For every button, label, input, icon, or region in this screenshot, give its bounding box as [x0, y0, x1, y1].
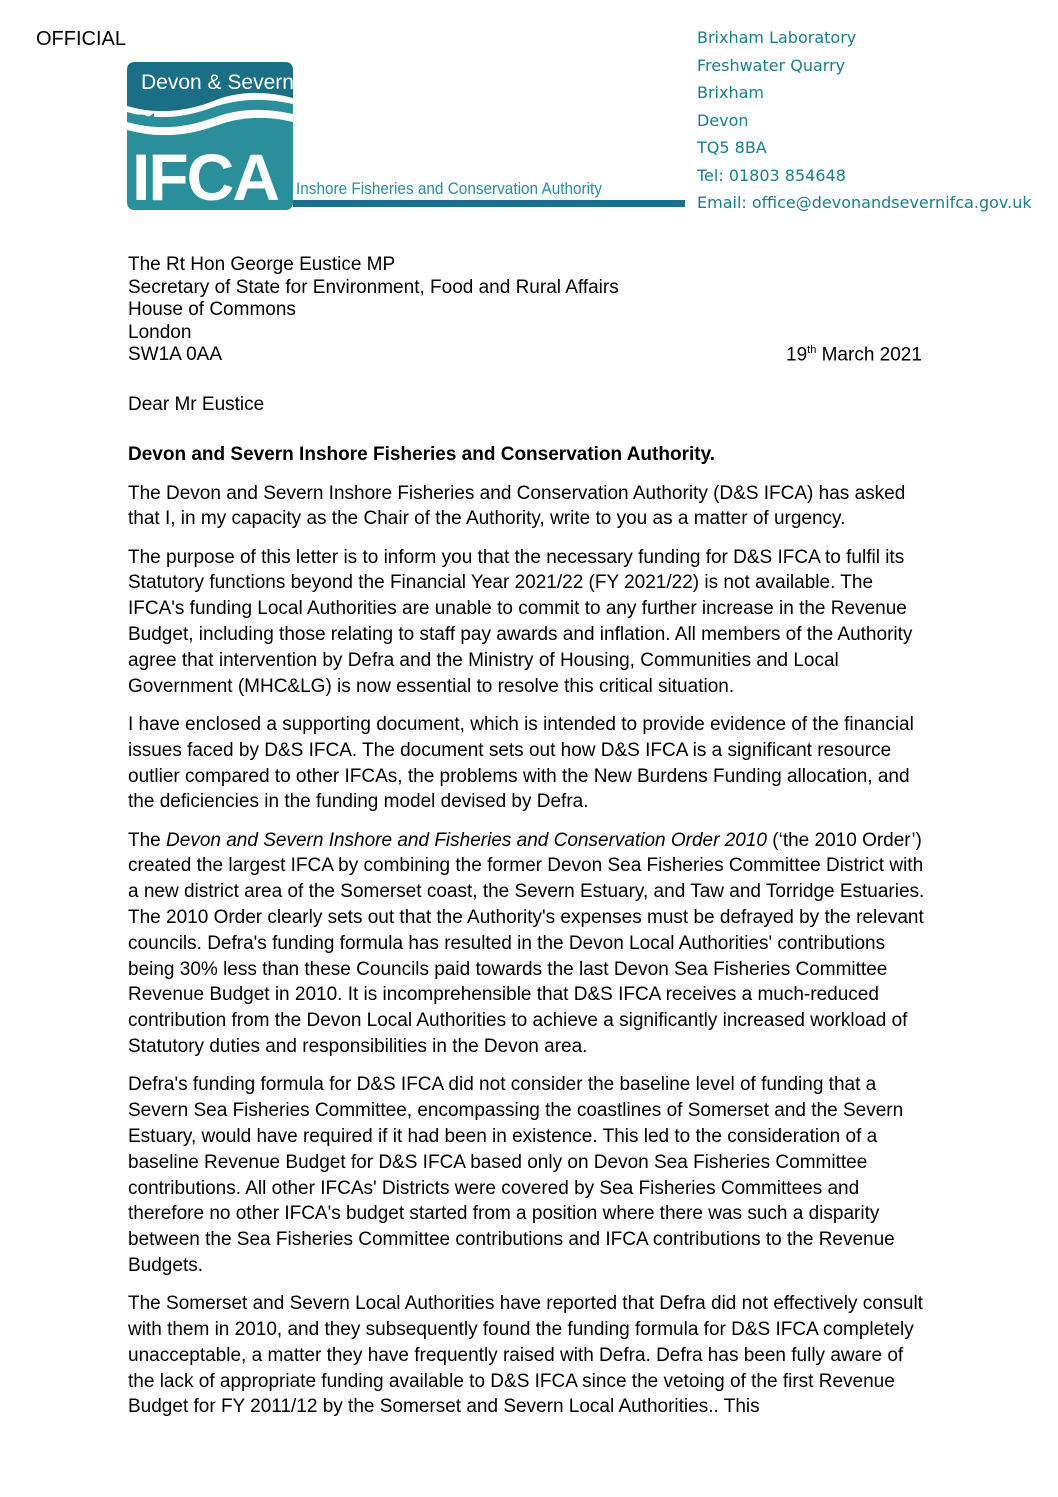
recipient-line: The Rt Hon George Eustice MP — [128, 254, 396, 275]
sender-address — [697, 24, 1032, 217]
order-title: Devon and Severn Inshore and Fisheries and Conservation Order 2010 — [166, 829, 767, 851]
address-line: Brixham — [697, 83, 764, 102]
logo-tagline: Inshore Fisheries and Conservation Authority — [296, 179, 603, 198]
logo-top-text: Devon & Severn — [141, 71, 294, 94]
address-line: Brixham Laboratory — [697, 28, 857, 47]
date-day: 19 — [786, 344, 808, 366]
paragraph: Defra's funding formula for D&S IFCA did not consider the baseline level of funding that a Severn Sea Fisheries Committee, encompassing the coastlines of Somerset and the Severn Estuary, would have required if it had been in existence. This led to the consideration of a baseline Revenue Budget for D&S IFCA based only on Devon Sea Fisheries Committee contributions. All other IFCAs' Districts were covered by Sea Fisheries Committees and therefore no other IFCA's budget started from a position where there was such a disparity between the Sea Fisheries Committee contributions and IFCA contributions to the Revenue Budgets. — [128, 1074, 904, 1276]
telephone: Tel: 01803 854648 — [697, 165, 846, 185]
salutation: Dear Mr Eustice — [128, 394, 265, 415]
recipient-line: London — [128, 321, 192, 343]
date-rest: March 2021 — [816, 344, 922, 366]
letter-body — [128, 392, 933, 1433]
recipient-line: House of Commons — [128, 299, 296, 321]
recipient-address — [128, 254, 619, 367]
recipient-line: Secretary of State for Environment, Food and Rural Affairs — [128, 276, 619, 298]
paragraph: I have enclosed a supporting document, which is intended to provide evidence of the financial issues faced by D&S IFCA. The document sets out how D&S IFCA is a significant resource outlier compared to other IFCAs, the problems with the New Burdens Funding allocation, and the deficiencies in the funding model devised by Defra. — [128, 713, 914, 813]
subject-line: Devon and Severn Inshore Fisheries and Conservation Authority. — [128, 443, 716, 465]
address-line: TQ5 8BA — [697, 138, 767, 157]
address-line: Devon — [697, 110, 749, 130]
paragraph-order — [128, 828, 933, 1060]
order-text: (‘the 2010 Order’) created the largest IFCA by combining the former Devon Sea Fisheries Committee District with a new district area of the Somerset coast, the Severn Estuary, and Taw and Torridge Estuaries. The 2010 Order clearly sets out that the Authority's expenses must be defrayed by the relevant councils. Defra's funding formula has resulted in the Devon Local Authorities' contributions being 30% less than these Councils paid towards the last Devon Sea Fisheries Committee Revenue Budget in 2010. It is incomprehensible that D&S IFCA receives a much-reduced contribution from the Devon Local Authorities to achieve a significantly increased workload of Statutory duties and responsibilities in the Devon area. — [128, 829, 925, 1058]
address-line: Freshwater Quarry — [697, 55, 846, 75]
logo-main-text: IFCA — [132, 140, 278, 212]
email: Email: office@devonandsevernifca.gov.uk — [697, 193, 1032, 212]
paragraph: The purpose of this letter is to inform you that the necessary funding for D&S IFCA to fulfil its Statutory functions beyond the Financial Year 2021/22 (FY 2021/22) is not available. The IFCA's funding Local Authorities are unable to commit to any further increase in the Revenue Budget, including those relating to staff pay awards and inflation. All members of the Authority agree that intervention by Defra and the Ministry of Housing, Communities and Local Government (MHC&LG) is now essential to resolve this critical situation. — [128, 546, 913, 697]
ifca-logo — [127, 62, 687, 212]
recipient-line: SW1A 0AA — [128, 344, 222, 366]
logo-underline — [293, 200, 685, 207]
security-marking: OFFICIAL — [36, 28, 127, 50]
paragraph: The Devon and Severn Inshore Fisheries and Conservation Authority (D&S IFCA) has asked that I, in my capacity as the Chair of the Authority, write to you as a matter of urgency. — [128, 482, 906, 530]
order-lead: The — [128, 829, 167, 851]
letter-date — [786, 344, 922, 366]
date-suffix: th — [807, 344, 817, 356]
paragraph: The Somerset and Severn Local Authorities have reported that Defra did not effectively consult with them in 2010, and they subsequently found the funding formula for D&S IFCA completely unacceptable, a matter they have frequently raised with Defra. Defra has been fully aware of the lack of appropriate funding available to D&S IFCA since the vetoing of the first Revenue Budget for FY 2011/12 by the Somerset and Severn Local Authorities.. This — [128, 1293, 923, 1418]
